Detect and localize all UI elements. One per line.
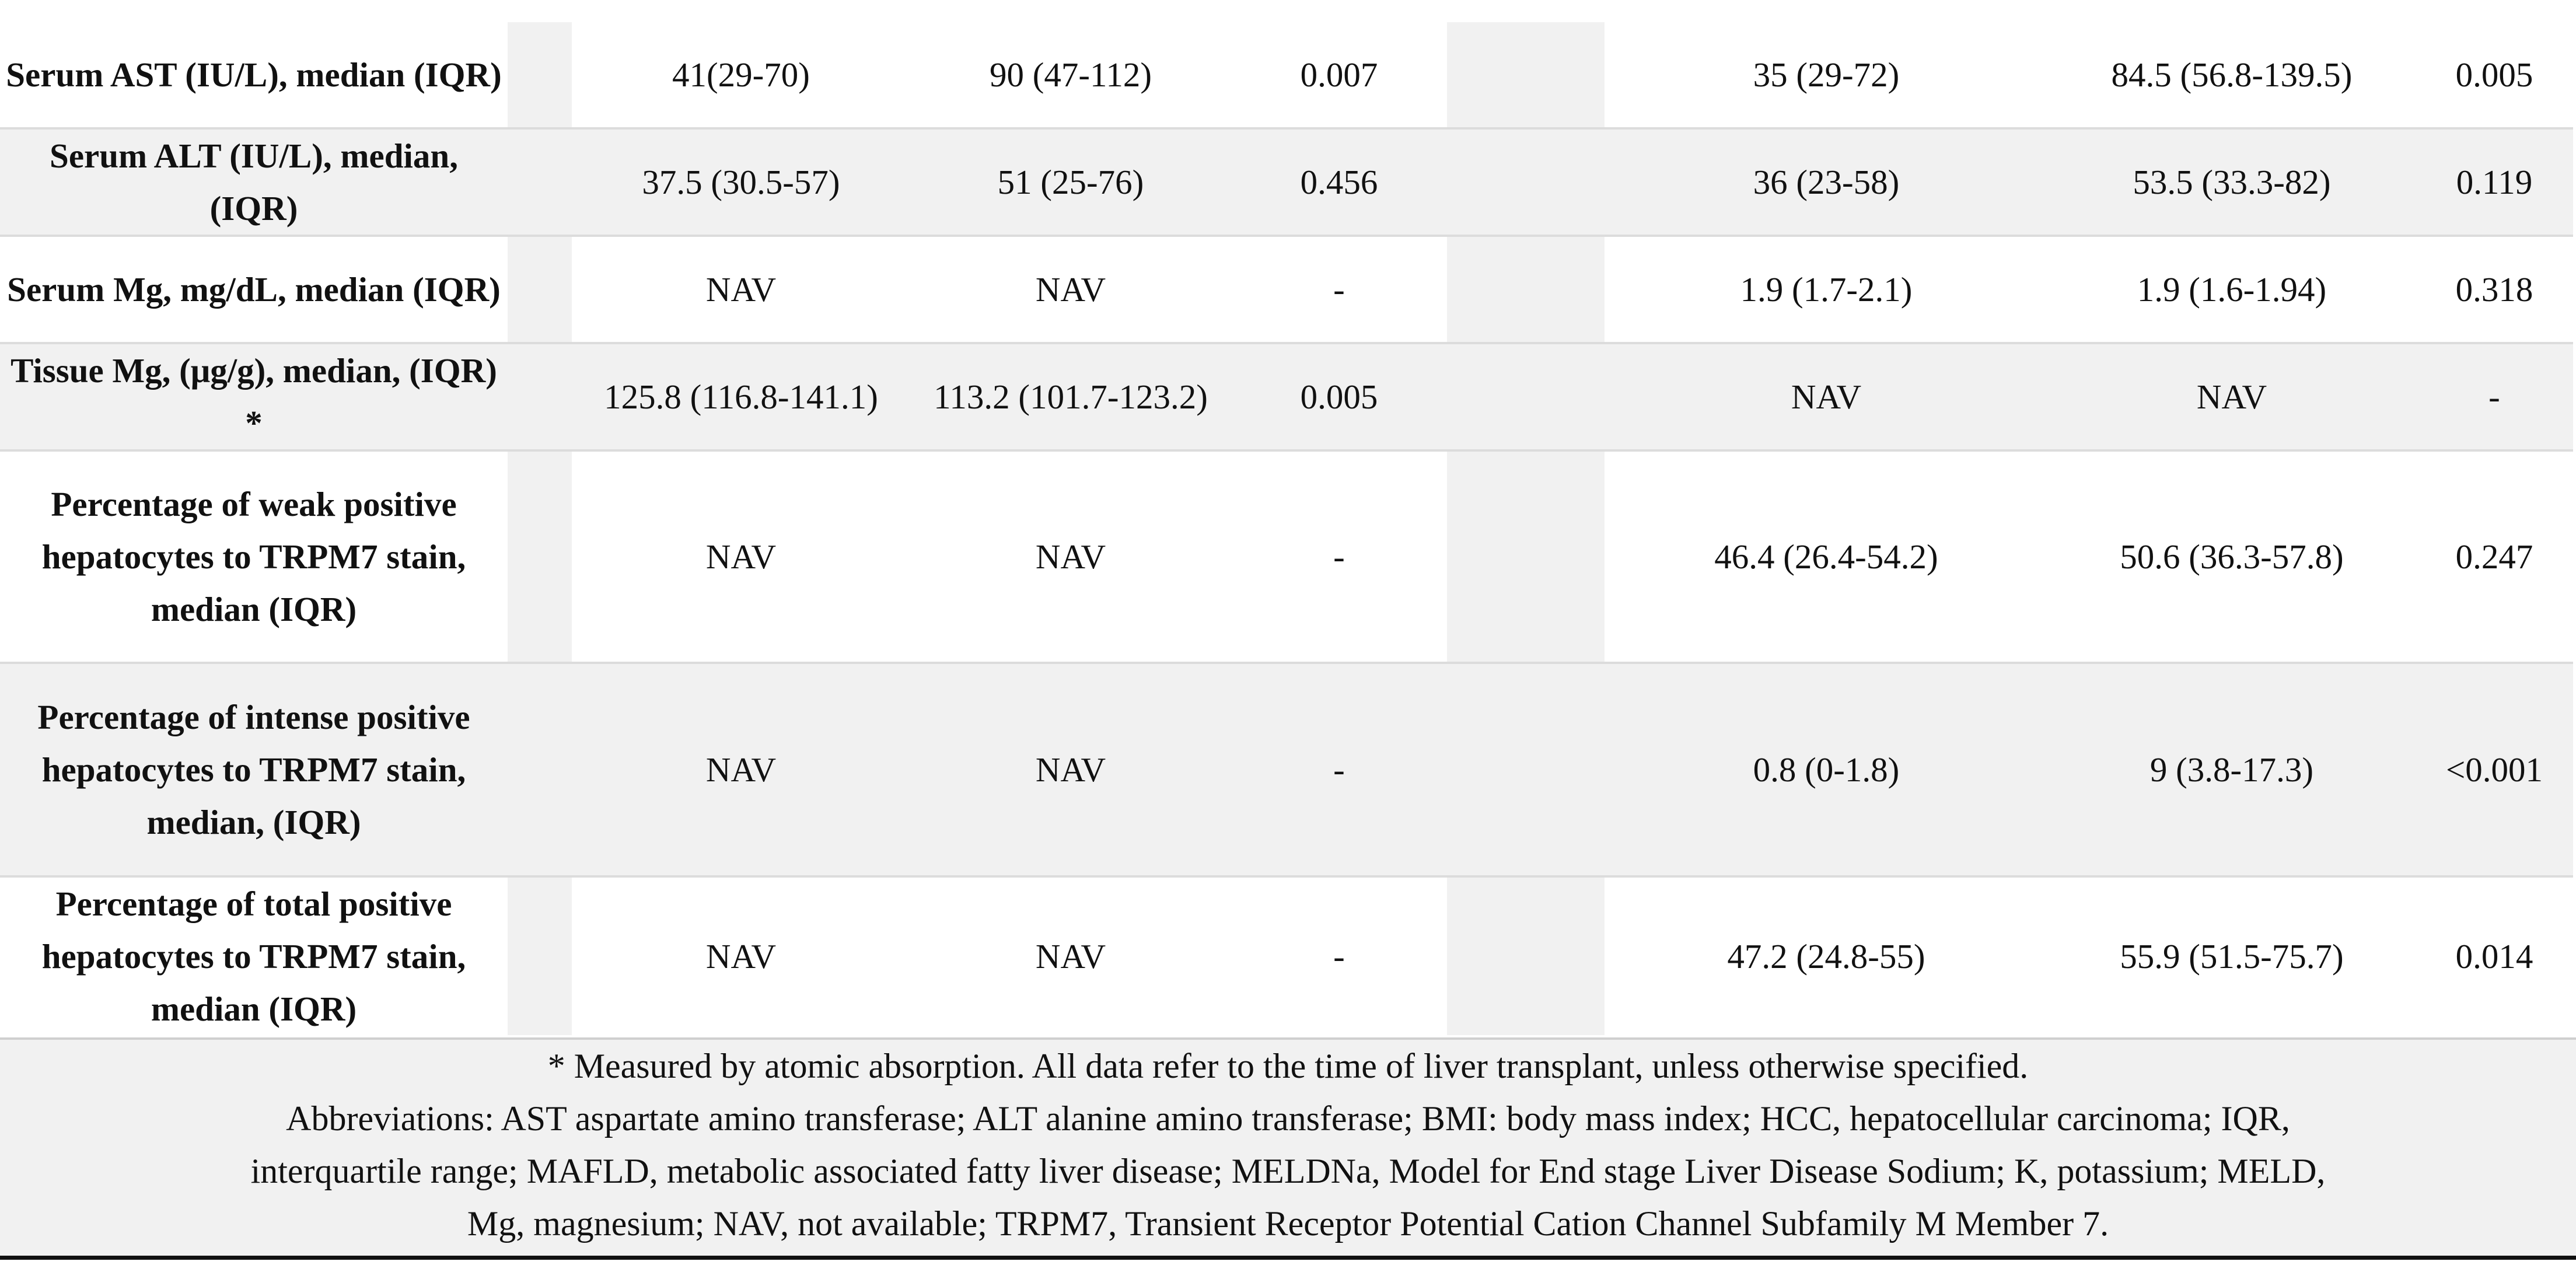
cell-group2-value1: 36 (23-58) — [1605, 128, 2048, 236]
column-gap — [1447, 876, 1605, 1035]
column-gap — [508, 22, 572, 128]
cell-group1-pvalue: - — [1231, 236, 1447, 343]
cell-group2-value1: 47.2 (24.8-55) — [1605, 876, 2048, 1035]
cell-group1-value2: 51 (25-76) — [910, 128, 1231, 236]
column-gap — [1447, 22, 1605, 128]
cell-group2-pvalue: 0.318 — [2416, 236, 2573, 343]
row-label: Serum ALT (IU/L), median, (IQR) — [0, 128, 508, 236]
cell-group1-value1: NAV — [572, 663, 910, 876]
cell-group2-value1: 1.9 (1.7-2.1) — [1605, 236, 2048, 343]
cell-group2-pvalue: 0.014 — [2416, 876, 2573, 1035]
cell-group1-pvalue: 0.007 — [1231, 22, 1447, 128]
cell-group2-value1: NAV — [1605, 343, 2048, 450]
cell-group1-pvalue: - — [1231, 450, 1447, 663]
column-gap — [1447, 343, 1605, 450]
column-gap — [508, 876, 572, 1035]
table-row — [0, 236, 2573, 343]
column-gap — [1447, 663, 1605, 876]
row-label: Percentage of total positive hepatocytes to TRPM7 stain, median (IQR) — [0, 876, 508, 1035]
footnote-abbreviations-line: interquartile range; MAFLD, metabolic associated fatty liver disease; MELDNa, Model for End stage Liver Disease Sodium; K, potassium; MELD, — [250, 1152, 2326, 1190]
cell-group2-value1: 46.4 (26.4-54.2) — [1605, 450, 2048, 663]
cell-group1-pvalue: 0.005 — [1231, 343, 1447, 450]
cell-group2-value1: 35 (29-72) — [1605, 22, 2048, 128]
table-row — [0, 343, 2573, 450]
row-label: Percentage of weak positive hepatocytes to TRPM7 stain, median (IQR) — [0, 450, 508, 663]
cell-group2-pvalue: 0.119 — [2416, 128, 2573, 236]
cell-group2-value2: 84.5 (56.8-139.5) — [2048, 22, 2416, 128]
cell-group1-value1: NAV — [572, 450, 910, 663]
footnote-line: * Measured by atomic absorption. All data refer to the time of liver transplant, unless otherwise specified. — [547, 1047, 2029, 1085]
cell-group1-value1: 125.8 (116.8-141.1) — [572, 343, 910, 450]
table-row — [0, 22, 2573, 128]
column-gap — [508, 343, 572, 450]
column-gap — [508, 663, 572, 876]
cell-group2-value2: 53.5 (33.3-82) — [2048, 128, 2416, 236]
cell-group1-value1: 37.5 (30.5-57) — [572, 128, 910, 236]
table-row — [0, 876, 2573, 1035]
cell-group1-value1: 41(29-70) — [572, 22, 910, 128]
table-row — [0, 128, 2573, 236]
cell-group2-pvalue: 0.005 — [2416, 22, 2573, 128]
cell-group1-value1: NAV — [572, 876, 910, 1035]
footnote-abbreviations-line: Abbreviations: AST aspartate amino transferase; ALT alanine amino transferase; BMI: body mass index; HCC, hepatocellular carcinoma; IQR, — [286, 1099, 2290, 1138]
row-label: Serum Mg, mg/dL, median (IQR) — [0, 236, 508, 343]
cell-group2-pvalue: <0.001 — [2416, 663, 2573, 876]
cell-group1-pvalue: 0.456 — [1231, 128, 1447, 236]
cell-group2-value2: 1.9 (1.6-1.94) — [2048, 236, 2416, 343]
cell-group2-value2: 55.9 (51.5-75.7) — [2048, 876, 2416, 1035]
column-gap — [508, 128, 572, 236]
table-row — [0, 663, 2573, 876]
cell-group2-pvalue: - — [2416, 343, 2573, 450]
cell-group2-value2: NAV — [2048, 343, 2416, 450]
bottom-rule — [0, 1256, 2576, 1260]
cell-group1-value2: NAV — [910, 876, 1231, 1035]
cell-group1-value2: NAV — [910, 663, 1231, 876]
cell-group1-pvalue: - — [1231, 876, 1447, 1035]
row-label: Serum AST (IU/L), median (IQR) — [0, 22, 508, 128]
cell-group2-value2: 50.6 (36.3-57.8) — [2048, 450, 2416, 663]
row-label: Percentage of intense positive hepatocytes to TRPM7 stain, median, (IQR) — [0, 663, 508, 876]
table-footnote — [0, 1037, 2576, 1258]
cell-group2-value1: 0.8 (0-1.8) — [1605, 663, 2048, 876]
cell-group1-value1: NAV — [572, 236, 910, 343]
cell-group2-pvalue: 0.247 — [2416, 450, 2573, 663]
row-label: Tissue Mg, (μg/g), median, (IQR) * — [0, 343, 508, 450]
column-gap — [508, 236, 572, 343]
footnote-abbreviations-line: Mg, magnesium; NAV, not available; TRPM7, Transient Receptor Potential Cation Channel Subfamily M Member 7. — [467, 1204, 2109, 1243]
cell-group1-value2: 113.2 (101.7-123.2) — [910, 343, 1231, 450]
column-gap — [1447, 128, 1605, 236]
cell-group2-value2: 9 (3.8-17.3) — [2048, 663, 2416, 876]
cell-group1-pvalue: - — [1231, 663, 1447, 876]
cell-group1-value2: NAV — [910, 450, 1231, 663]
column-gap — [508, 450, 572, 663]
column-gap — [1447, 450, 1605, 663]
column-gap — [1447, 236, 1605, 343]
table-row — [0, 450, 2573, 663]
cell-group1-value2: 90 (47-112) — [910, 22, 1231, 128]
cell-group1-value2: NAV — [910, 236, 1231, 343]
data-table — [0, 22, 2573, 1035]
